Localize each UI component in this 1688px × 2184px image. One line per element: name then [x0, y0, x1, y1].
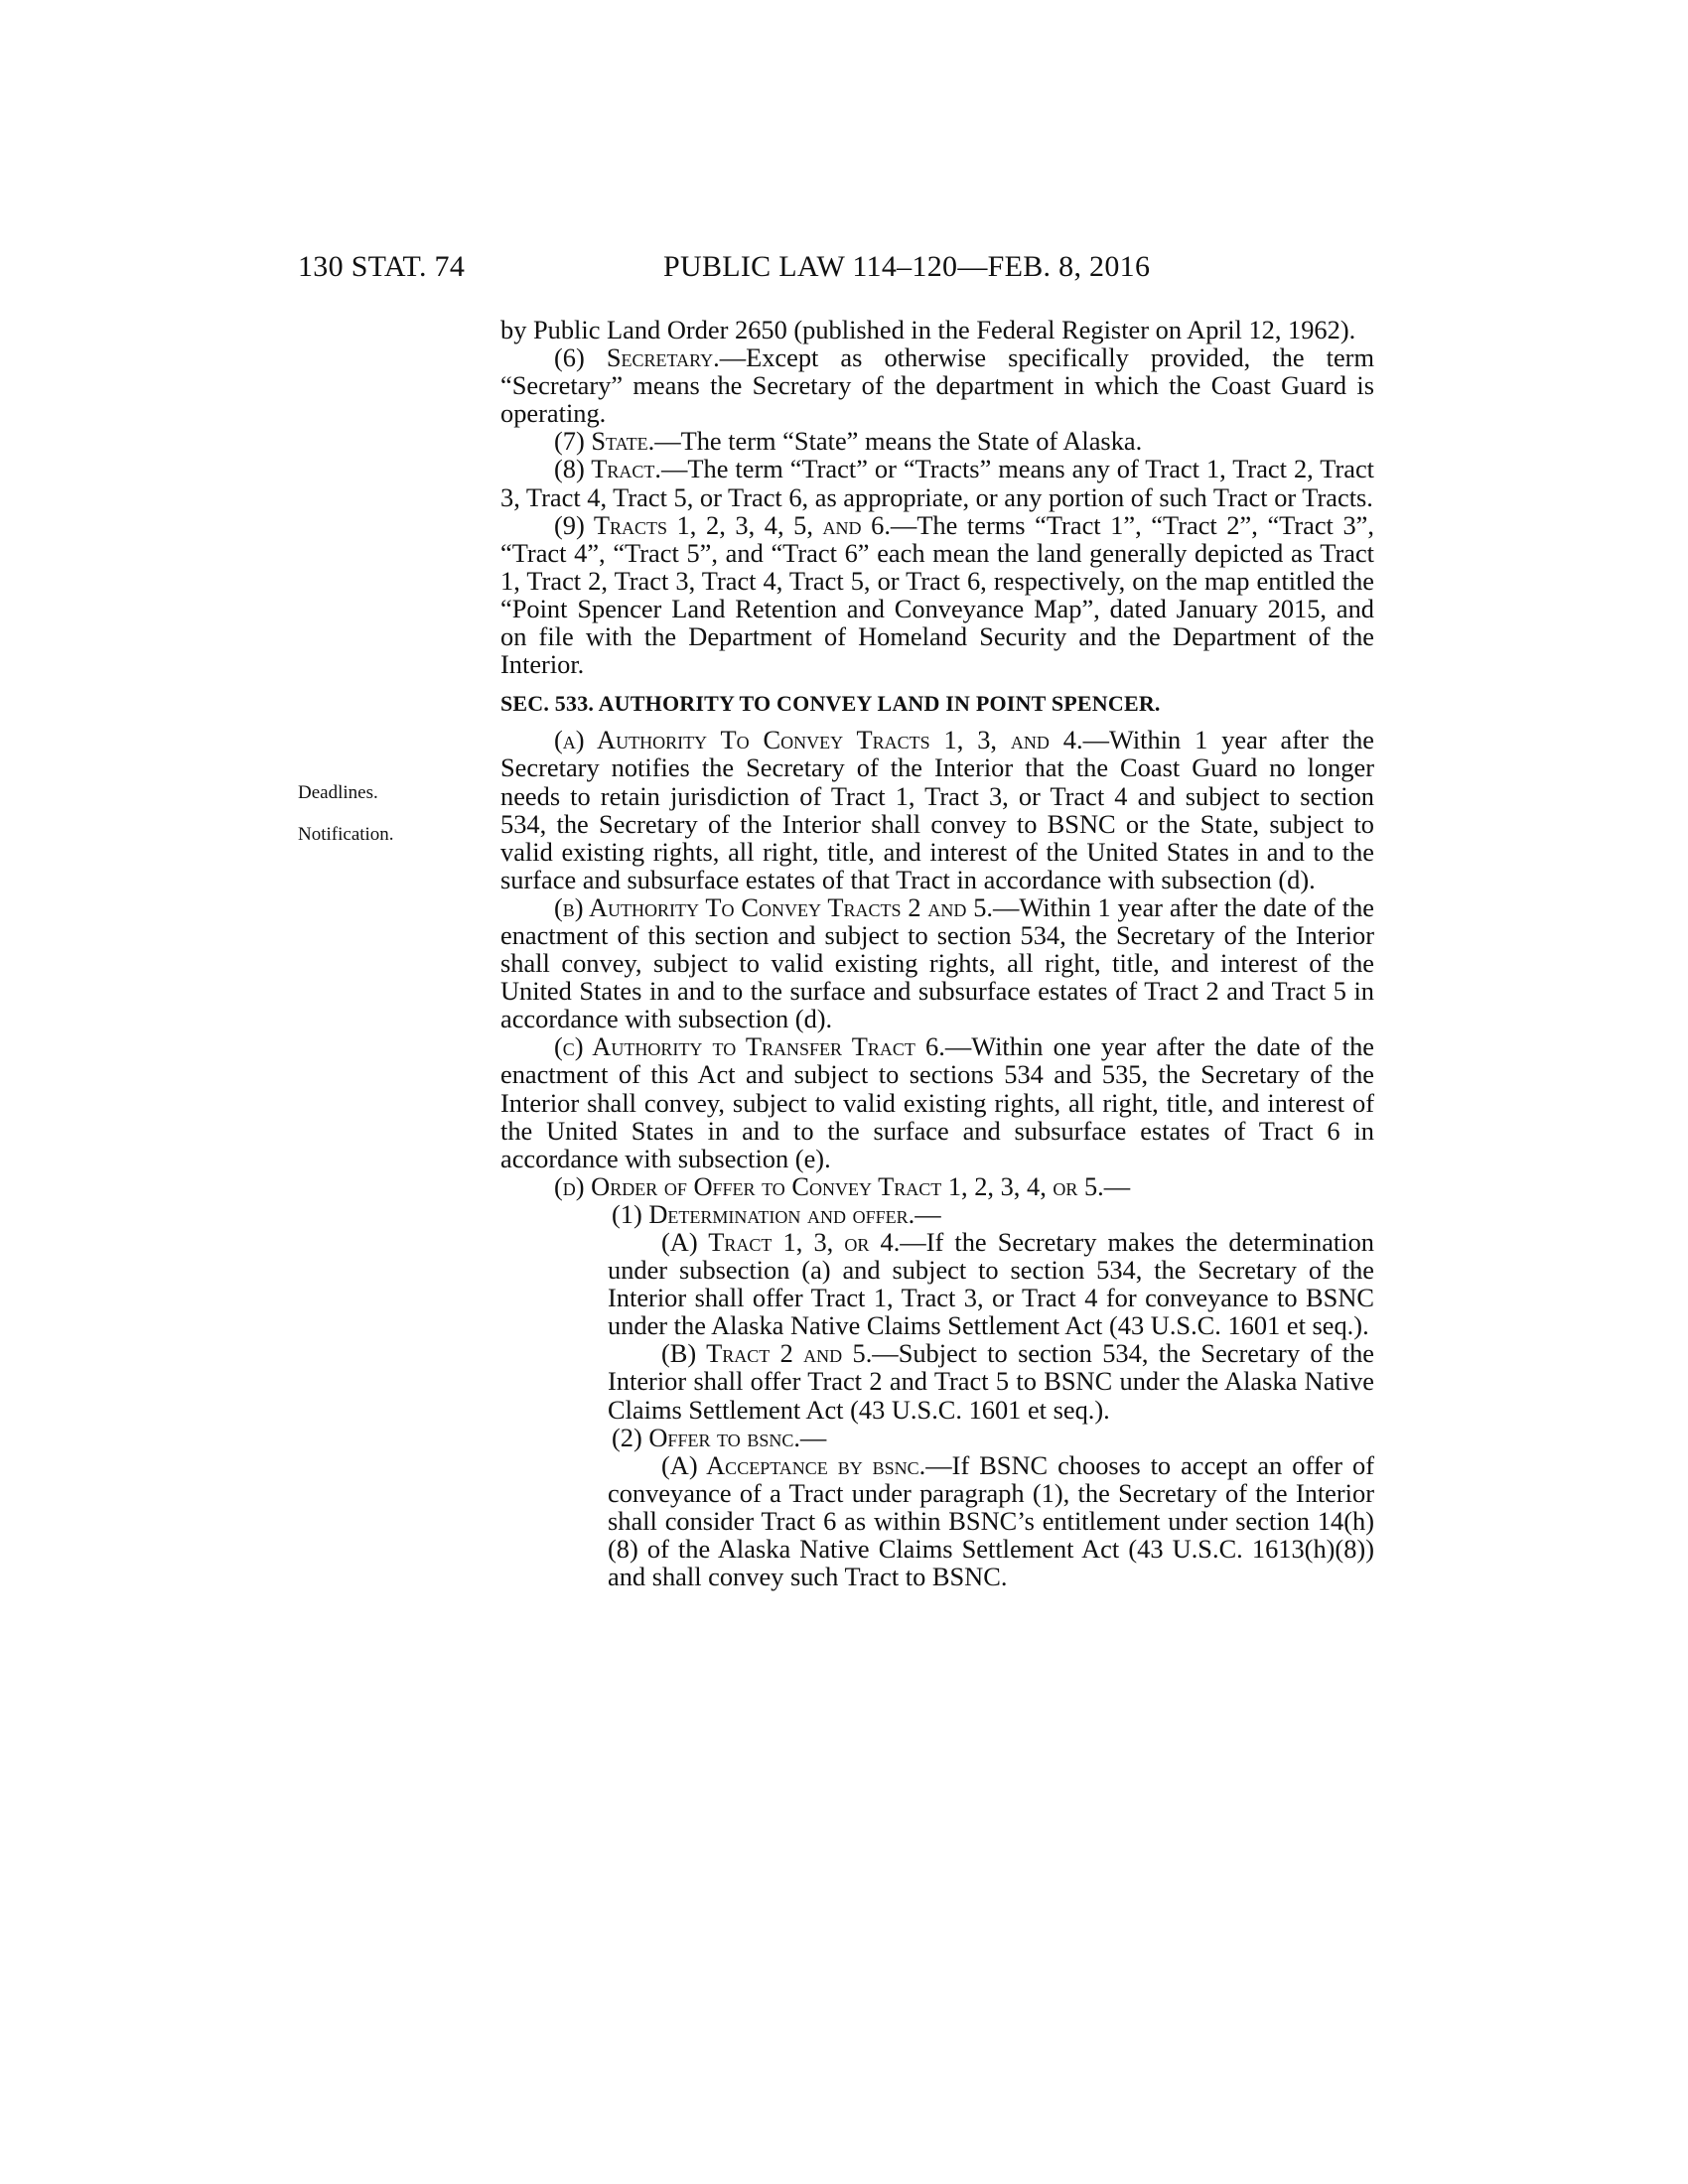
subparagraph-d1b-text: —Subject to section 534, the Secretary of the Interior shall offer Tract 2 and Tract 5 to BSNC under the Alaska Native Claims Settlement Act (43 U.S.C. 1601 et seq.). — [608, 1338, 1374, 1425]
page-stat-number: 130 STAT. 74 — [298, 250, 466, 283]
margin-note-deadlines: Deadlines. — [298, 782, 378, 803]
subparagraph-d1a-heading: (A) Tract 1, 3, or 4. — [661, 1227, 901, 1257]
paragraph-7-text: —The term “State” means the State of Alaska. — [654, 426, 1143, 457]
subsection-d1-heading: (1) Determination and offer.— — [612, 1198, 941, 1229]
subsection-b — [500, 893, 1374, 1032]
subparagraph-d1a — [608, 1228, 1374, 1339]
subsection-d2-items — [500, 1451, 1374, 1590]
paragraph-6-heading: (6) Secretary. — [554, 342, 720, 373]
paragraph-9-heading: (9) Tracts 1, 2, 3, 4, 5, and 6. — [554, 509, 891, 540]
subparagraph-d2a-heading: (A) Acceptance by bsnc. — [661, 1449, 926, 1480]
paragraph-9 — [500, 511, 1374, 679]
section-title: SEC. 533. AUTHORITY TO CONVEY LAND IN POINT SPENCER. — [500, 691, 1161, 717]
paragraph-8 — [500, 455, 1374, 510]
subparagraph-d1b — [608, 1339, 1374, 1423]
paragraph-8-heading: (8) Tract. — [554, 454, 661, 484]
page-header-law: PUBLIC LAW 114–120—FEB. 8, 2016 — [663, 250, 1151, 283]
paragraph-6 — [500, 343, 1374, 427]
main-text-column — [500, 316, 1374, 1590]
paragraph-7 — [500, 427, 1374, 455]
subsection-d1-items — [500, 1228, 1374, 1424]
paragraph-8-text: —The term “Tract” or “Tracts” means any of Tract 1, Tract 2, Tract 3, Tract 4, Tract 5, or Tract 6, as appropriate, or any portion of such Tract or Tracts. — [500, 454, 1374, 512]
subparagraph-d2a-text: —If BSNC chooses to accept an offer of conveyance of a Tract under paragraph (1), the Secretary of the Interior shall consider Tract 6 as within BSNC’s entitlement under section 14(h)(8) of the Alaska Native Claims Settlement Act (43 U.S.C. 1613(h)(8)) and shall convey such Tract to BSNC. — [608, 1449, 1374, 1592]
paragraph-9-text: —The terms “Tract 1”, “Tract 2”, “Tract 3”, “Tract 4”, “Tract 5”, and “Tract 6” each mean the land generally depicted as Tract 1, Tract 2, Tract 3, Tract 4, Tract 5, or Tract 6, respectively, on the map entitled the “Point Spencer Land Retention and Conveyance Map”, dated January 2015, and on file with the Department of Homeland Security and the Department of the Interior. — [500, 509, 1374, 680]
subsection-b-text: —Within 1 year after the date of the enactment of this section and subject to section 534, the Secretary of the Interior shall convey, subject to valid existing rights, all right, title, and interest of the United States in and to the surface and subsurface estates of Tract 2 and Tract 5 in accordance with subsection (d). — [500, 891, 1374, 1034]
paragraph-6-text: —Except as otherwise specifically provided, the term “Secretary” means the Secretary of the department in which the Coast Guard is operating. — [500, 342, 1374, 429]
paragraph-7-heading: (7) State. — [554, 426, 655, 457]
continued-paragraph: by Public Land Order 2650 (published in the Federal Register on April 12, 1962). — [500, 315, 1356, 344]
subparagraph-d1a-text: —If the Secretary makes the determination under subsection (a) and subject to section 534, the Secretary of the Interior shall offer Tract 1, Tract 3, or Tract 4 for conveyance to BSNC under the Alaska Native Claims Settlement Act (43 U.S.C. 1601 et seq.). — [608, 1227, 1374, 1341]
subsection-c-heading: (c) Authority to Transfer Tract 6. — [554, 1031, 945, 1062]
subsection-b-heading: (b) Authority To Convey Tracts 2 and 5. — [554, 891, 994, 922]
subsection-d-heading: (d) Order of Offer to Convey Tract 1, 2, 3, 4, or 5.— — [554, 1170, 1131, 1201]
subparagraph-d2a — [608, 1451, 1374, 1590]
subparagraph-d1b-heading: (B) Tract 2 and 5. — [661, 1338, 873, 1369]
subsection-a — [500, 726, 1374, 893]
subsection-d2-heading: (2) Offer to bsnc.— — [612, 1422, 827, 1452]
subsection-c-text: —Within one year after the date of the enactment of this Act and subject to sections 534 and 535, the Secretary of the Interior shall convey, subject to valid existing rights, all right, title, and interest of the United States in and to the surface and subsurface estates of Tract 6 in accordance with subsection (e). — [500, 1031, 1374, 1173]
margin-note-notification: Notification. — [298, 824, 394, 845]
subsection-a-heading: (a) Authority To Convey Tracts 1, 3, and 4. — [554, 725, 1083, 755]
subsection-c — [500, 1032, 1374, 1171]
subsection-a-text: —Within 1 year after the Secretary notifies the Secretary of the Interior that the Coast Guard no longer needs to retain jurisdiction of Tract 1, Tract 3, or Tract 4 and subject to section 534, the Secretary of the Interior shall convey to BSNC or the State, subject to valid existing rights, all right, title, and interest of the United States in and to the surface and subsurface estates of that Tract in accordance with subsection (d). — [500, 725, 1375, 894]
